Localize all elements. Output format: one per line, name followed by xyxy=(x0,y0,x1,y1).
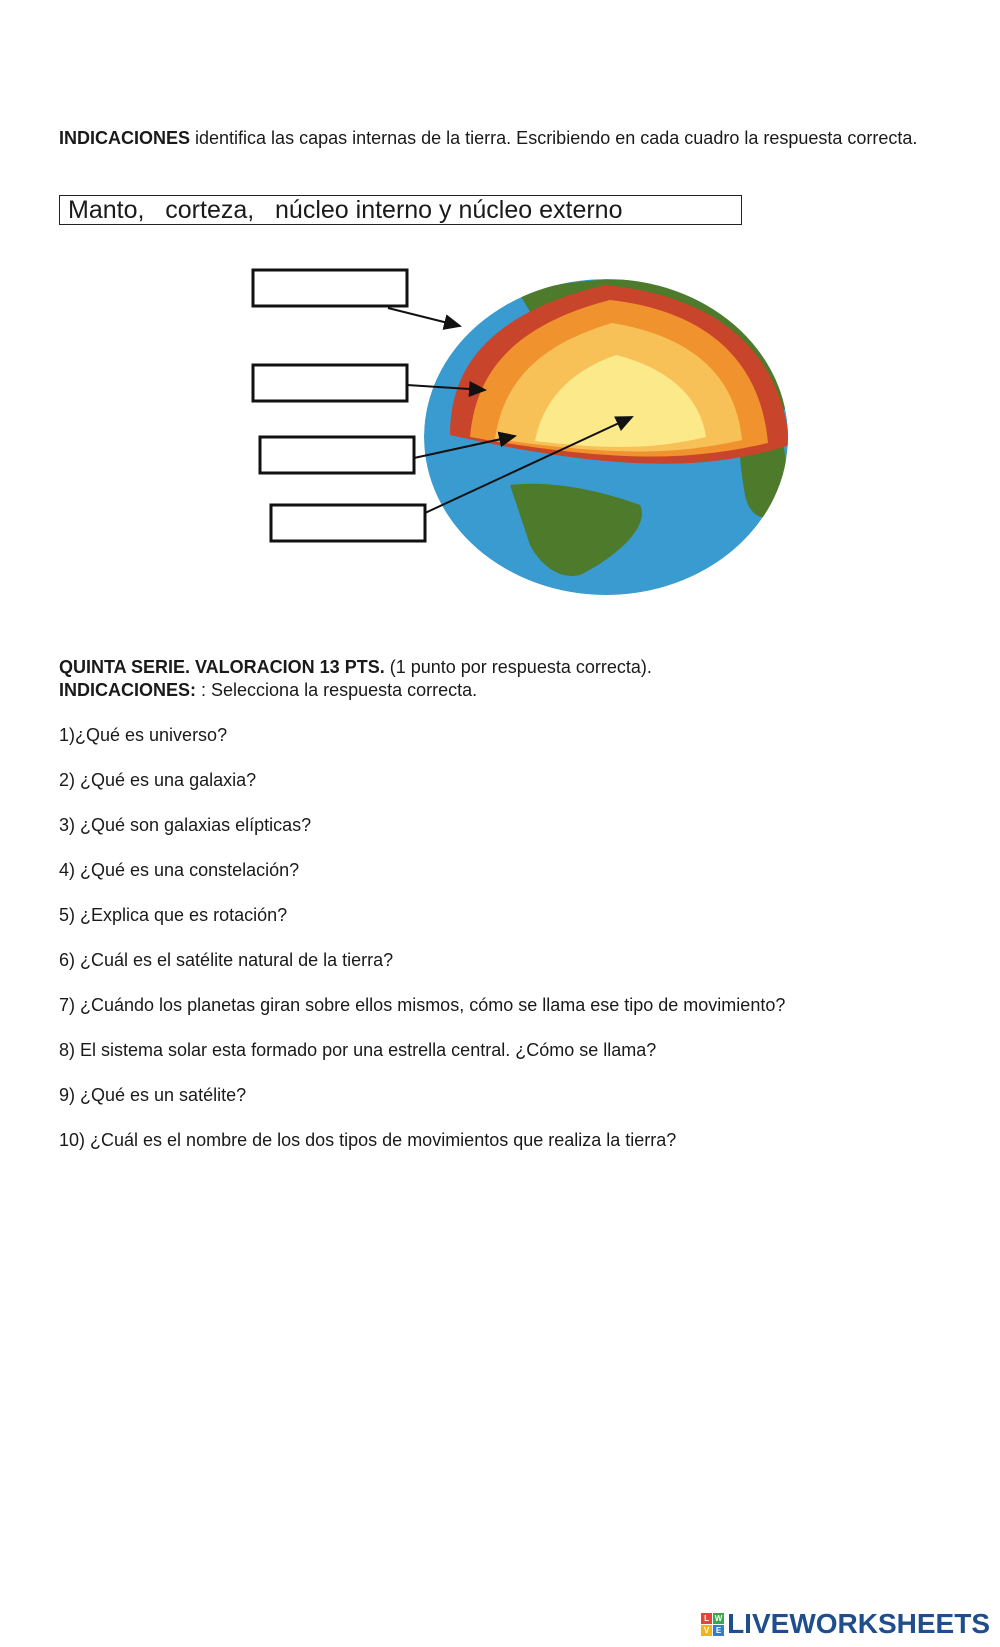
question-4: 4) ¿Qué es una constelación? xyxy=(59,860,300,880)
logo-icon xyxy=(701,1613,724,1636)
question-9: 9) ¿Qué es un satélite? xyxy=(59,1085,247,1105)
section-instructions xyxy=(59,678,477,702)
question-1: 1)¿Qué es universo? xyxy=(59,725,228,745)
logo-letter-e: E xyxy=(713,1625,724,1636)
logo-letter-v: V xyxy=(701,1625,712,1636)
logo-letter-w: W xyxy=(714,1613,723,1623)
liveworksheets-logo xyxy=(701,1608,990,1640)
logo-text: LIVEWORKSHEETS xyxy=(727,1608,990,1639)
instructions xyxy=(59,126,944,150)
answer-box-1[interactable] xyxy=(253,270,407,306)
instructions-label: INDICACIONES xyxy=(59,128,191,148)
section-instr-bold: INDICACIONES: xyxy=(59,680,197,700)
word-bank: Manto, corteza, núcleo interno y núcleo externo xyxy=(59,195,742,225)
answer-box-2[interactable] xyxy=(253,365,407,401)
section-title-bold: QUINTA SERIE. VALORACION 13 PTS. xyxy=(59,657,385,677)
instructions-text: identifica las capas internas de la tierra. Escribiendo en cada cuadro la respuesta correcta. xyxy=(190,128,918,148)
question-8: 8) El sistema solar esta formado por una estrella central. ¿Cómo se llama? xyxy=(59,1040,657,1060)
question-10: 10) ¿Cuál es el nombre de los dos tipos de movimientos que realiza la tierra? xyxy=(59,1130,677,1150)
section-instr-rest: : Selecciona la respuesta correcta. xyxy=(196,680,478,700)
question-2: 2) ¿Qué es una galaxia? xyxy=(59,770,257,790)
question-5: 5) ¿Explica que es rotación? xyxy=(59,905,288,925)
answer-box-3[interactable] xyxy=(260,437,414,473)
question-6: 6) ¿Cuál es el satélite natural de la tierra? xyxy=(59,950,394,970)
section-title xyxy=(59,655,652,679)
answer-box-4[interactable] xyxy=(271,505,425,541)
globe xyxy=(424,279,793,595)
section-title-rest: (1 punto por respuesta correcta). xyxy=(384,657,652,677)
arrow-1 xyxy=(388,308,460,326)
logo-letter-l: L xyxy=(701,1613,712,1624)
earth-layers-diagram xyxy=(150,255,870,600)
question-7: 7) ¿Cuándo los planetas giran sobre ellos mismos, cómo se llama ese tipo de movimiento? xyxy=(59,995,786,1015)
question-3: 3) ¿Qué son galaxias elípticas? xyxy=(59,815,312,835)
